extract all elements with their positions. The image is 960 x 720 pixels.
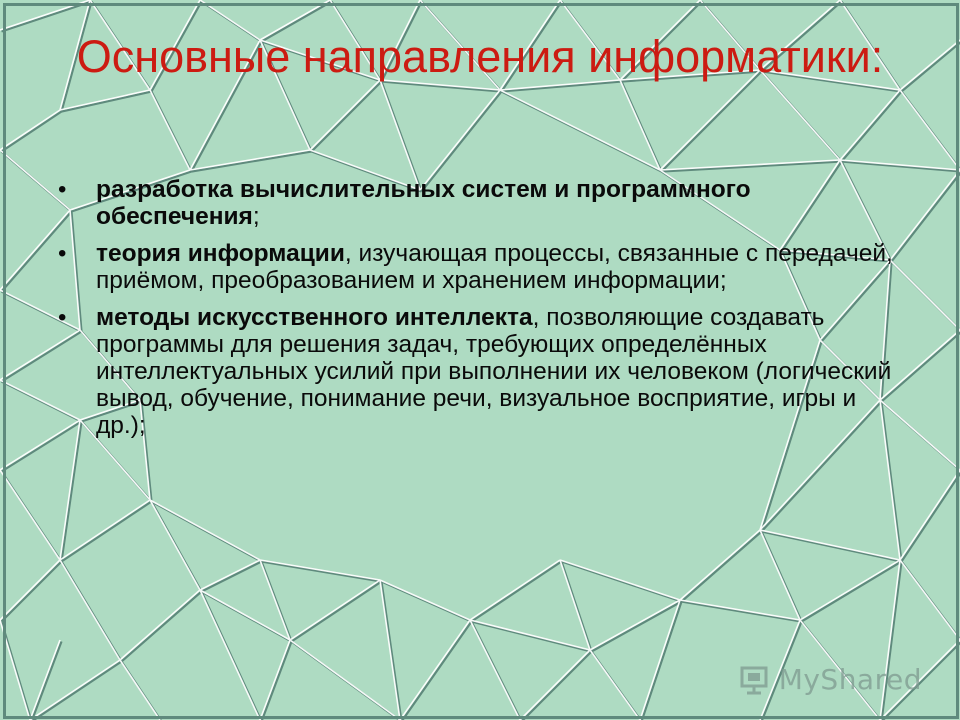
- pattern-line: [380, 580, 470, 620]
- pattern-line: [420, 90, 500, 190]
- pattern-line: [562, 562, 682, 602]
- pattern-line: [262, 562, 382, 582]
- pattern-line: [202, 562, 262, 592]
- watermark-text: MyShared: [778, 662, 922, 696]
- pattern-line: [680, 600, 800, 620]
- pattern-line: [842, 162, 960, 172]
- bullet-item: [52, 240, 902, 294]
- pattern-line: [382, 82, 422, 192]
- pattern-line: [2, 112, 62, 152]
- bullet-text: , изучающая процессы, связанные с передачей, приёмом, преобразованием и хранением информации;: [96, 240, 893, 294]
- pattern-line: [762, 532, 902, 562]
- pattern-line: [0, 0, 90, 30]
- pattern-line: [2, 622, 32, 720]
- pattern-line: [32, 662, 122, 720]
- pattern-line: [402, 622, 472, 720]
- pattern-line: [900, 560, 960, 640]
- pattern-line: [472, 622, 592, 652]
- pattern-line: [900, 470, 960, 560]
- pattern-line: [122, 592, 202, 662]
- pattern-line: [262, 562, 292, 642]
- pattern-line: [2, 562, 62, 622]
- pattern-line: [840, 90, 900, 160]
- pattern-line: [120, 660, 160, 720]
- pattern-line: [680, 530, 760, 600]
- bullet-text: ;: [252, 203, 260, 230]
- pattern-line: [192, 152, 312, 172]
- pattern-line: [760, 530, 900, 560]
- pattern-line: [312, 82, 382, 152]
- bullet-bold-text: теория информации: [96, 240, 345, 267]
- pattern-line: [62, 502, 152, 562]
- pattern-line: [900, 40, 960, 90]
- pattern-line: [840, 160, 960, 170]
- pattern-line: [902, 42, 960, 92]
- pattern-line: [150, 90, 190, 170]
- pattern-line: [0, 470, 60, 560]
- pattern-line: [380, 80, 420, 190]
- pattern-line: [30, 640, 60, 720]
- pattern-line: [562, 562, 592, 652]
- pattern-line: [290, 640, 400, 720]
- bullet-dot-icon: •: [58, 240, 67, 267]
- pattern-line: [470, 620, 590, 650]
- bullet-dot-icon: •: [58, 176, 67, 203]
- pattern-line: [470, 560, 560, 620]
- bullet-list: [52, 176, 902, 449]
- pattern-line: [310, 80, 380, 150]
- pattern-line: [662, 162, 842, 172]
- pattern-line: [620, 80, 660, 170]
- pattern-line: [400, 620, 470, 720]
- pattern-line: [262, 642, 292, 720]
- pattern-line: [2, 2, 92, 32]
- pattern-line: [842, 92, 902, 162]
- pattern-line: [190, 150, 310, 170]
- bullet-bold-text: методы искусственного интеллекта: [96, 304, 533, 331]
- pattern-line: [682, 532, 762, 602]
- pattern-line: [802, 562, 902, 622]
- pattern-line: [60, 560, 120, 660]
- bullet-text: , позволяющие создавать программы для решения задач, требующих определённых интеллектуальных усилий при выполнении их человеком (логический вывод, обучение, понимание речи, визуальное восприятие, игры и др.);: [96, 304, 892, 439]
- pattern-line: [200, 590, 260, 720]
- pattern-line: [0, 560, 60, 620]
- bullet-item: [52, 176, 902, 230]
- pattern-line: [260, 560, 290, 640]
- pattern-line: [800, 560, 900, 620]
- pattern-line: [292, 582, 382, 642]
- bullet-item: [52, 304, 902, 439]
- pattern-line: [522, 652, 592, 720]
- pattern-line: [60, 500, 150, 560]
- pattern-line: [200, 560, 260, 590]
- pattern-line: [260, 560, 380, 580]
- pattern-line: [880, 560, 900, 720]
- pattern-line: [590, 650, 640, 720]
- pattern-line: [560, 560, 590, 650]
- pattern-line: [470, 620, 520, 720]
- watermark: [739, 662, 922, 696]
- pattern-line: [682, 602, 802, 622]
- pattern-line: [660, 160, 840, 170]
- pattern-line: [60, 90, 150, 110]
- pattern-line: [560, 560, 680, 600]
- pattern-line: [380, 580, 400, 720]
- pattern-line: [290, 580, 380, 640]
- pattern-line: [382, 582, 402, 720]
- pattern-line: [472, 562, 562, 622]
- bullet-bold-text: разработка вычислительных систем и программного обеспечения: [96, 176, 751, 230]
- pattern-line: [260, 640, 290, 720]
- pattern-line: [882, 562, 902, 720]
- pattern-line: [660, 70, 760, 170]
- pattern-line: [760, 530, 800, 620]
- pattern-line: [500, 90, 660, 170]
- pattern-line: [0, 110, 60, 150]
- pattern-line: [120, 590, 200, 660]
- pattern-line: [62, 92, 152, 112]
- pattern-line: [202, 592, 262, 720]
- pattern-line: [900, 90, 960, 170]
- bullet-dot-icon: •: [58, 304, 67, 331]
- presentation-logo-icon: [739, 662, 773, 696]
- pattern-line: [902, 472, 960, 562]
- pattern-line: [662, 72, 762, 172]
- slide-title: Основные направления информатики:: [76, 31, 884, 82]
- pattern-line: [0, 620, 30, 720]
- pattern-line: [520, 650, 590, 720]
